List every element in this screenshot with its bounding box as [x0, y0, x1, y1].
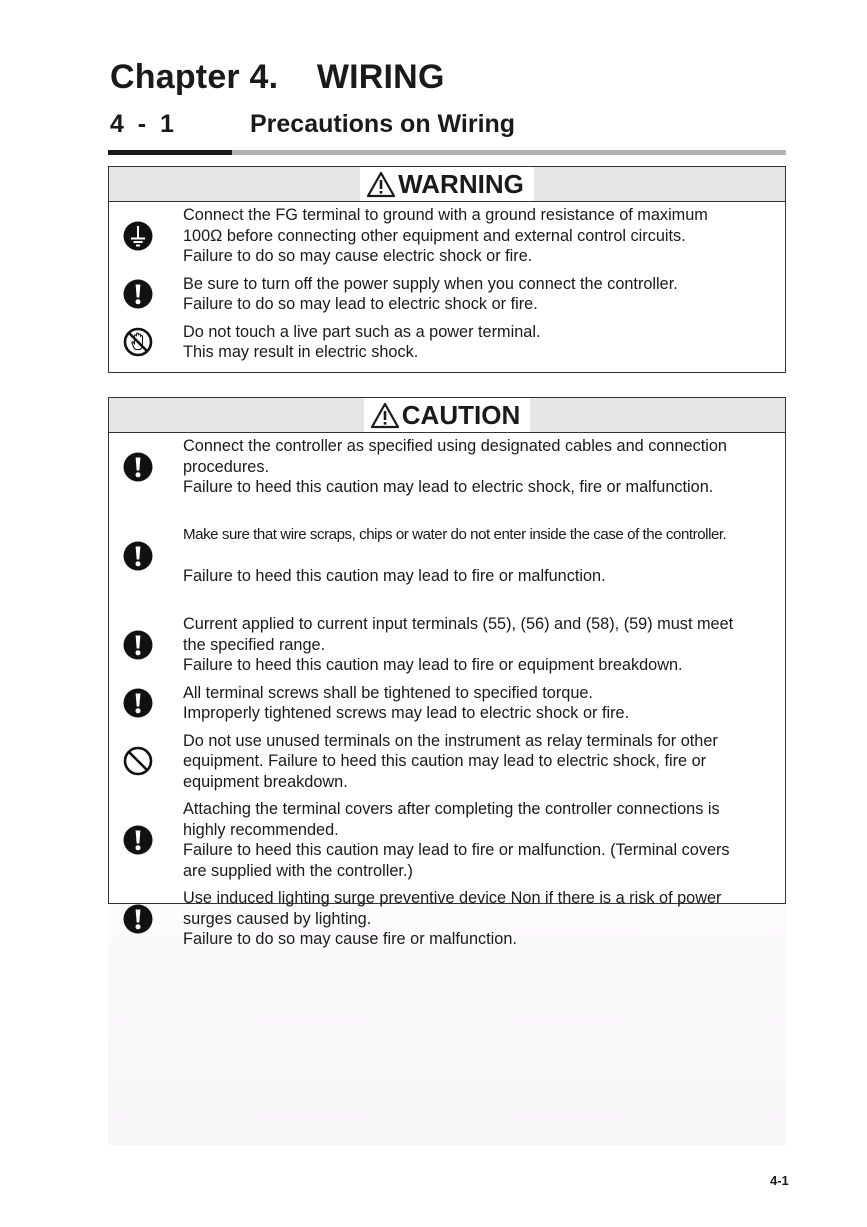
mandatory-icon	[123, 630, 153, 660]
ground-icon	[123, 221, 153, 251]
warning-label	[360, 167, 534, 201]
warning-item-1	[109, 205, 785, 267]
mandatory-icon	[123, 452, 153, 482]
warning-item-3	[109, 322, 785, 363]
caution-item-text: Attaching the terminal covers after completing the controller connections is highly recommended. Failure to heed this caution may lead to fire or malfunction. (Terminal covers are supplied with the controller.)	[183, 800, 730, 880]
warning-item-text: Be sure to turn off the power supply when you connect the controller. Failure to do so may lead to electric shock or fire.	[183, 274, 678, 313]
caution-item-1	[109, 436, 785, 498]
caution-item-text: Failure to heed this caution may lead to fire or malfunction.	[183, 567, 606, 585]
caution-item-5	[109, 731, 785, 793]
mandatory-icon	[123, 541, 153, 571]
no-touch-icon	[123, 327, 153, 357]
warning-item-text: Do not touch a live part such as a power terminal. This may result in electric shock.	[183, 322, 541, 361]
caution-item-text: Do not use unused terminals on the instrument as relay terminals for other equipment. Failure to heed this caution may lead to electric shock, fire or equipment breakdown.	[183, 731, 718, 791]
warning-header	[109, 167, 785, 202]
caution-item-6	[109, 799, 785, 881]
caution-label	[364, 398, 530, 432]
warning-label-text: WARNING	[398, 168, 524, 199]
caution-item-4	[109, 683, 785, 724]
caution-item-text: Current applied to current input terminals (55), (56) and (58), (59) must meet the specified range. Failure to heed this caution may lead to fire or equipment breakdown.	[183, 615, 734, 674]
warning-triangle-icon	[366, 171, 396, 198]
mandatory-icon	[123, 279, 153, 309]
caution-label-text: CAUTION	[401, 399, 521, 430]
chapter-title: Chapter 4. WIRING	[110, 58, 445, 96]
caution-item-text: Connect the controller as specified using designated cables and connection procedures. Failure to heed this caution may lead to electric shock, fire or malfunction.	[183, 437, 727, 496]
mandatory-icon	[123, 825, 153, 855]
page-number: 4-1	[770, 1173, 789, 1188]
section-heading	[110, 110, 515, 139]
prohibition-icon	[123, 746, 153, 776]
caution-item-text: All terminal screws shall be tightened to specified torque. Improperly tightened screws may lead to electric shock or fire.	[183, 683, 630, 722]
section-number: 4 - 1	[110, 110, 174, 138]
section-rule	[108, 150, 786, 155]
caution-item-7	[109, 888, 785, 950]
section-rule-accent	[108, 150, 232, 155]
warning-item-text: Connect the FG terminal to ground with a ground resistance of maximum 100Ω before connecting other equipment and external control circuits. Failure to do so may cause electric shock or fire.	[183, 206, 708, 265]
caution-item-2	[109, 505, 785, 608]
caution-item-text: Use induced lighting surge preventive device Non if there is a risk of power surges caused by lighting. Failure to do so may cause fire or malfunction.	[183, 889, 722, 948]
caution-triangle-icon	[370, 402, 400, 429]
caution-list	[109, 433, 785, 950]
caution-box	[108, 397, 786, 948]
caution-header	[109, 398, 785, 433]
mandatory-icon	[123, 688, 153, 718]
warning-item-2	[109, 274, 785, 315]
warning-list	[109, 202, 785, 363]
caution-item-text-condensed: Make sure that wire scraps, chips or water do not enter inside the case of the controller.	[183, 526, 727, 543]
mandatory-icon	[123, 904, 153, 934]
section-title: Precautions on Wiring	[250, 110, 516, 138]
warning-box	[108, 166, 786, 373]
caution-item-text-block	[183, 505, 778, 608]
caution-item-3	[109, 614, 785, 676]
